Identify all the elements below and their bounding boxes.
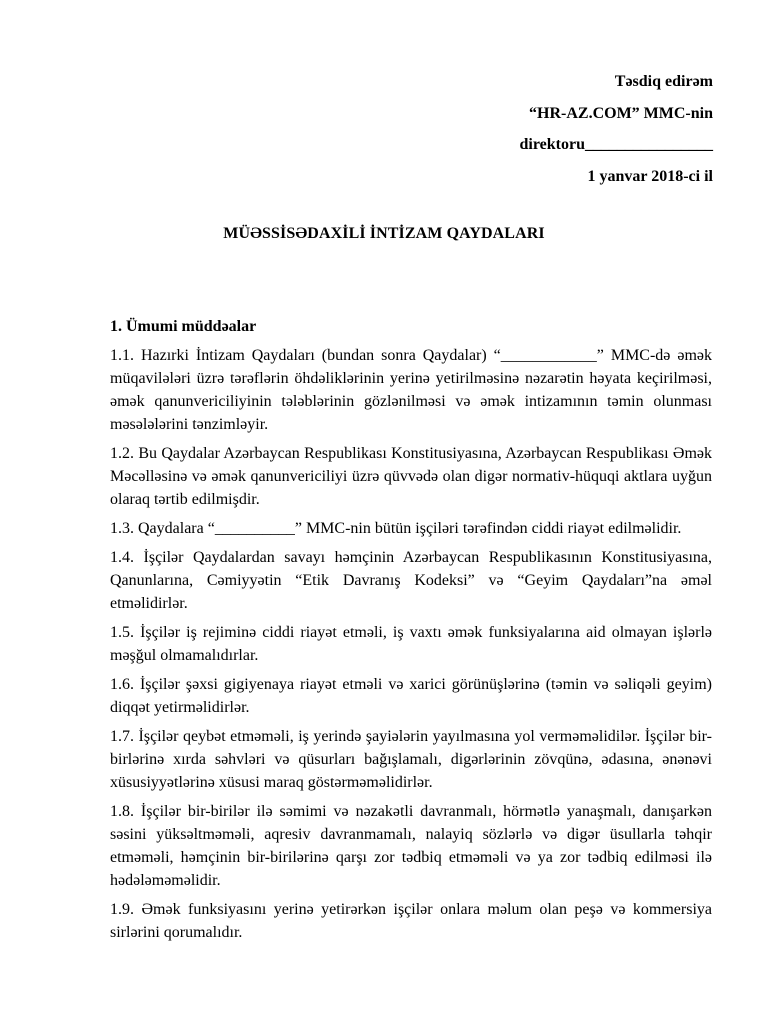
paragraph-1-5: 1.5. İşçilər iş rejiminə ciddi riayət etməli, iş vaxtı əmək funksiyalarına aid olmayan işlərlə məşğul olmamalıdırlar. (110, 624, 712, 664)
approval-line-approve: Təsdiq edirəm (614, 73, 713, 90)
section-heading: 1. Ümumi müddəalar (110, 318, 257, 335)
document-body (110, 315, 712, 950)
paragraph-1-6: 1.6. İşçilər şəxsi gigiyenaya riayət etməli və xarici görünüşlərinə (təmin və səliqəli geyim) diqqət yetirməlidirlər. (110, 676, 712, 716)
paragraph-1-7: 1.7. İşçilər qeybət etməməli, iş yerində şayiələrin yayılmasına yol verməməlidilər. İşçilər bir-birlərinə xırda səhvləri və qüsurları bağışlamalı, digərlərinin zövqünə, ədasına, ənənəvi xüsusiyyətlərinə xüsusi maraq göstərməməlidirlər. (110, 728, 712, 791)
paragraph-1-9: 1.9. Əmək funksiyasını yerinə yetirərkən işçilər onlara məlum olan peşə və kommersiya sirlərini qorumalıdır. (110, 901, 712, 941)
document-title: MÜƏSSİSƏDAXİLİ İNTİZAM QAYDALARI (223, 225, 545, 242)
approval-line-company: “HR-AZ.COM” MMC-nin (529, 104, 713, 122)
paragraph-1-2: 1.2. Bu Qaydalar Azərbaycan Respublikası Konstitusiyasına, Azərbaycan Respublikası Əmək Məcəlləsinə və əmək qanunvericiliyi üzrə qüvvədə olan digər normativ-hüquqi aktlara uyğun olaraq tərtib edilmişdir. (110, 445, 712, 508)
paragraph-1-1: 1.1. Hazırki İntizam Qaydaları (bundan sonra Qaydalar) “____________” MMC-də əmək müqavilələri üzrə tərəflərin öhdəliklərinin yerinə yetirilməsinə nəzarətin həyata keçirilməsi, əmək qanunvericiliyinin tələblərinin gözlənilməsi və əmək intizamının təmin olunması məsələlərini tənzimləyir. (110, 347, 712, 433)
paragraph-1-3: 1.3. Qaydalara “__________” MMC-nin bütün işçiləri tərəfindən ciddi riayət edilməlidir. (110, 520, 682, 537)
approval-line-date: 1 yanvar 2018-ci il (587, 167, 713, 185)
approval-block (520, 66, 713, 192)
approval-line-director: direktoru________________ (519, 136, 713, 153)
paragraph-1-8: 1.8. İşçilər bir-birilər ilə səmimi və nəzakətli davranmalı, hörmətlə yanaşmalı, danışarkən səsini yüksəltməməli, aqresiv davranmamalı, nalayiq sözlərlə və digər üsullarla təhqir etməməli, həmçinin bir-birilərinə qarşı zor tədbiq etməməli və ya zor tədbiq edilməsi ilə hədələməməlidir. (110, 803, 712, 889)
paragraph-1-4: 1.4. İşçilər Qaydalardan savayı həmçinin Azərbaycan Respublikasının Konstitusiyasına, Qanunlarına, Cəmiyyətin “Etik Davranış Kodeksi” və “Geyim Qaydaları”na əməl etməlidirlər. (110, 549, 712, 612)
